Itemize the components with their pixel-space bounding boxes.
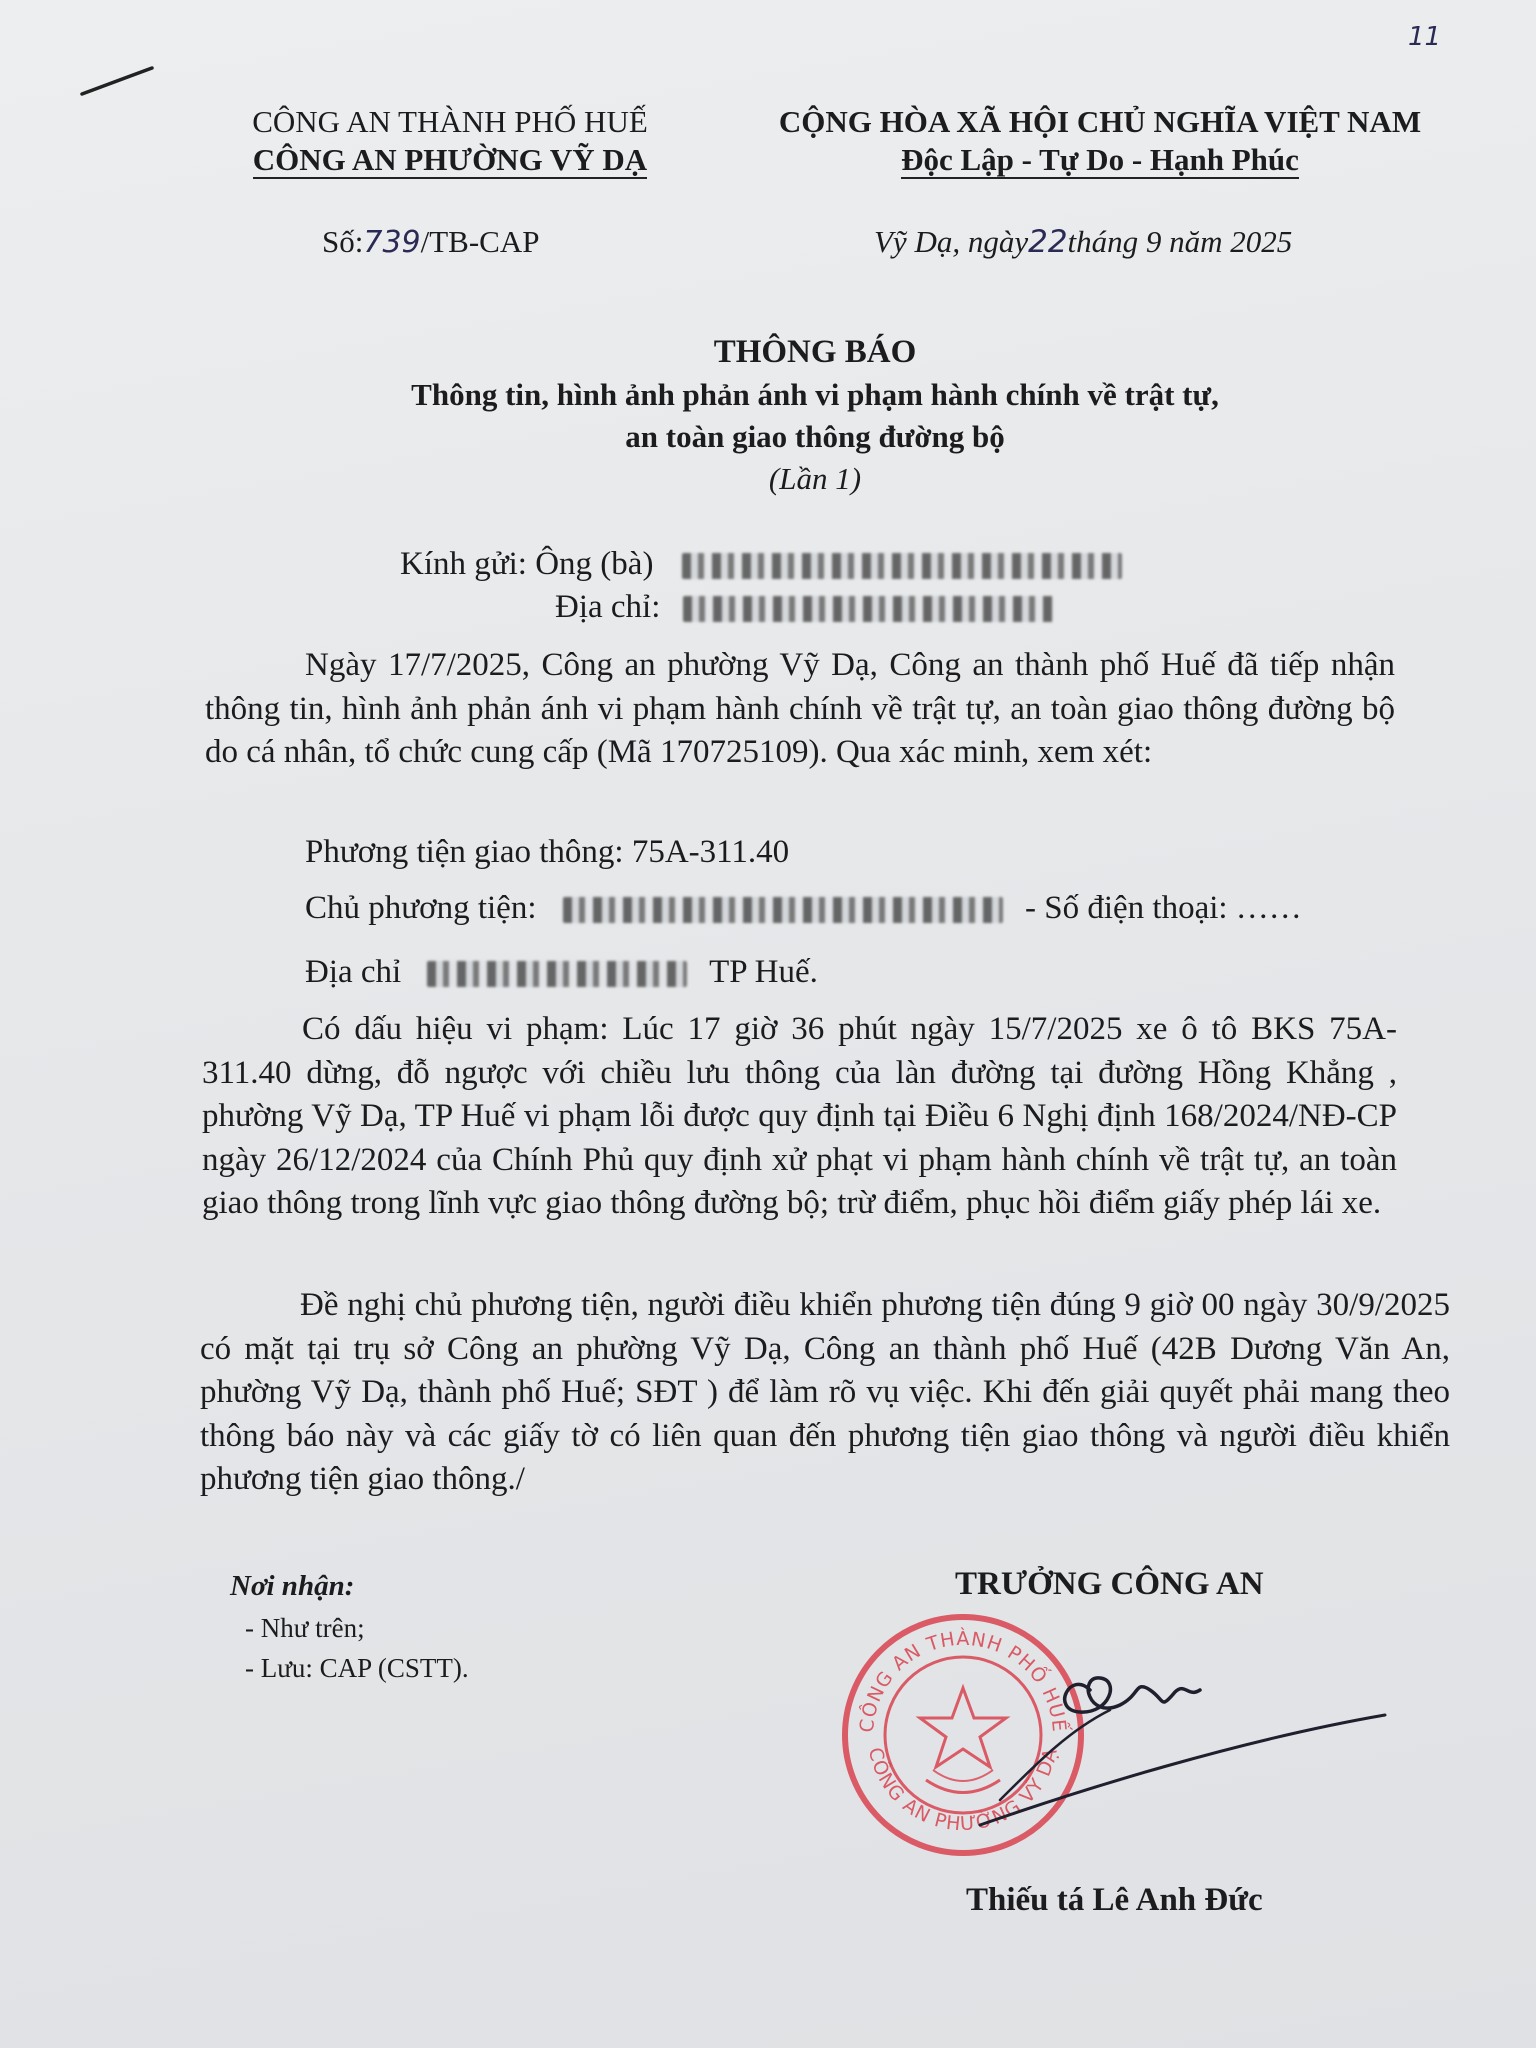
recipient-name-redacted	[682, 553, 1122, 579]
title-main: THÔNG BÁO	[713, 334, 917, 370]
vehicle-line: Phương tiện giao thông: 75A-311.40	[305, 834, 790, 870]
body-paragraph-1: Ngày 17/7/2025, Công an phường Vỹ Dạ, Công an thành phố Huế đã tiếp nhận thông tin, hình ảnh phản ánh vi phạm hành chính về trật tự, an toàn giao thông đường bộ do cá nhân, tổ chức cung cấp (Mã 170725109). Qua xác minh, xem xét:	[205, 647, 1395, 770]
header-right	[730, 104, 1470, 179]
recipients-item-2: - Lưu: CAP (CSTT).	[245, 1653, 469, 1683]
svg-text:CÔNG AN PHƯỜNG VỸ DẠ: CÔNG AN PHƯỜNG VỸ DẠ	[863, 1745, 1063, 1836]
agency-unit: CÔNG AN PHƯỜNG VỸ DẠ	[252, 142, 648, 177]
national-motto: Độc Lập - Tự Do - Hạnh Phúc	[901, 142, 1299, 177]
owner-name-redacted	[563, 897, 1003, 923]
signer-title: TRƯỞNG CÔNG AN	[955, 1566, 1264, 1602]
header-left	[200, 104, 700, 179]
svg-text:CÔNG AN THÀNH PHỐ HUẾ: CÔNG AN THÀNH PHỐ HUẾ	[855, 1627, 1071, 1734]
recipients-heading: Nơi nhận:	[230, 1570, 355, 1602]
owner-address-line	[305, 954, 818, 991]
recipients-block	[230, 1564, 469, 1688]
body-paragraph-2: Có dấu hiệu vi phạm: Lúc 17 giờ 36 phút ngày 15/7/2025 xe ô tô BKS 75A-311.40 dừng, đỗ ngược với chiều lưu thông của làn đường tại đường Hồng Khẳng , phường Vỹ Dạ, TP Huế vi phạm lỗi được quy định tại Điều 6 Nghị định 168/2024/NĐ-CP ngày 26/12/2024 của Chính Phủ quy định xử phạt vi phạm hành chính về trật tự, an toàn giao thông trong lĩnh vực giao thông đường bộ; trừ điểm, phục hồi điểm giấy phép lái xe.	[202, 1011, 1397, 1221]
kinh-gui-line	[400, 546, 1122, 583]
dia-chi-line	[555, 589, 1053, 626]
document-date: Vỹ Dạ, ngày22tháng 9 năm 2025	[874, 224, 1293, 260]
title-sub-1: Thông tin, hình ảnh phản ánh vi phạm hành chính về trật tự,	[411, 377, 1219, 412]
signer-name: Thiếu tá Lê Anh Đức	[966, 1882, 1263, 1918]
document-number: Số:739/TB-CAP	[322, 224, 540, 260]
recipient-address-redacted	[683, 596, 1053, 622]
owner-line	[305, 890, 1302, 927]
page-mark: 11	[1408, 22, 1442, 52]
dia-chi-label: Địa chỉ:	[555, 589, 661, 625]
pen-stroke-mark	[78, 60, 158, 100]
document-title	[200, 330, 1430, 500]
date-day-handwritten: 22	[1028, 224, 1068, 260]
title-sub-2: an toàn giao thông đường bộ	[625, 419, 1005, 454]
body-paragraph-3: Đề nghị chủ phương tiện, người điều khiển phương tiện đúng 9 giờ 00 ngày 30/9/2025 có mặt tại trụ sở Công an phường Vỹ Dạ, Công an thành phố Huế (42B Dương Văn An, phường Vỹ Dạ, thành phố Huế; SĐT ) để làm rõ vụ việc. Khi đến giải quyết phải mang theo thông báo này và các giấy tờ có liên quan đến phương tiện giao thông và người điều khiển phương tiện giao thông./	[200, 1287, 1450, 1497]
title-sub-3: (Lần 1)	[768, 461, 862, 496]
owner-phone: - Số điện thoại: ……	[1025, 890, 1302, 926]
document-number-handwritten: 739	[363, 225, 421, 260]
handwritten-signature	[960, 1650, 1400, 1850]
agency-parent: CÔNG AN THÀNH PHỐ HUẾ	[252, 104, 648, 139]
owner-address-city: TP Huế.	[709, 954, 818, 990]
national-title: CỘNG HÒA XÃ HỘI CHỦ NGHĨA VIỆT NAM	[778, 104, 1422, 139]
recipients-item-1: - Như trên;	[245, 1613, 365, 1643]
owner-address-redacted	[427, 961, 687, 987]
owner-address-label: Địa chỉ	[305, 954, 402, 990]
owner-label: Chủ phương tiện:	[305, 890, 537, 926]
kinh-gui-label: Kính gửi: Ông (bà)	[400, 546, 654, 582]
